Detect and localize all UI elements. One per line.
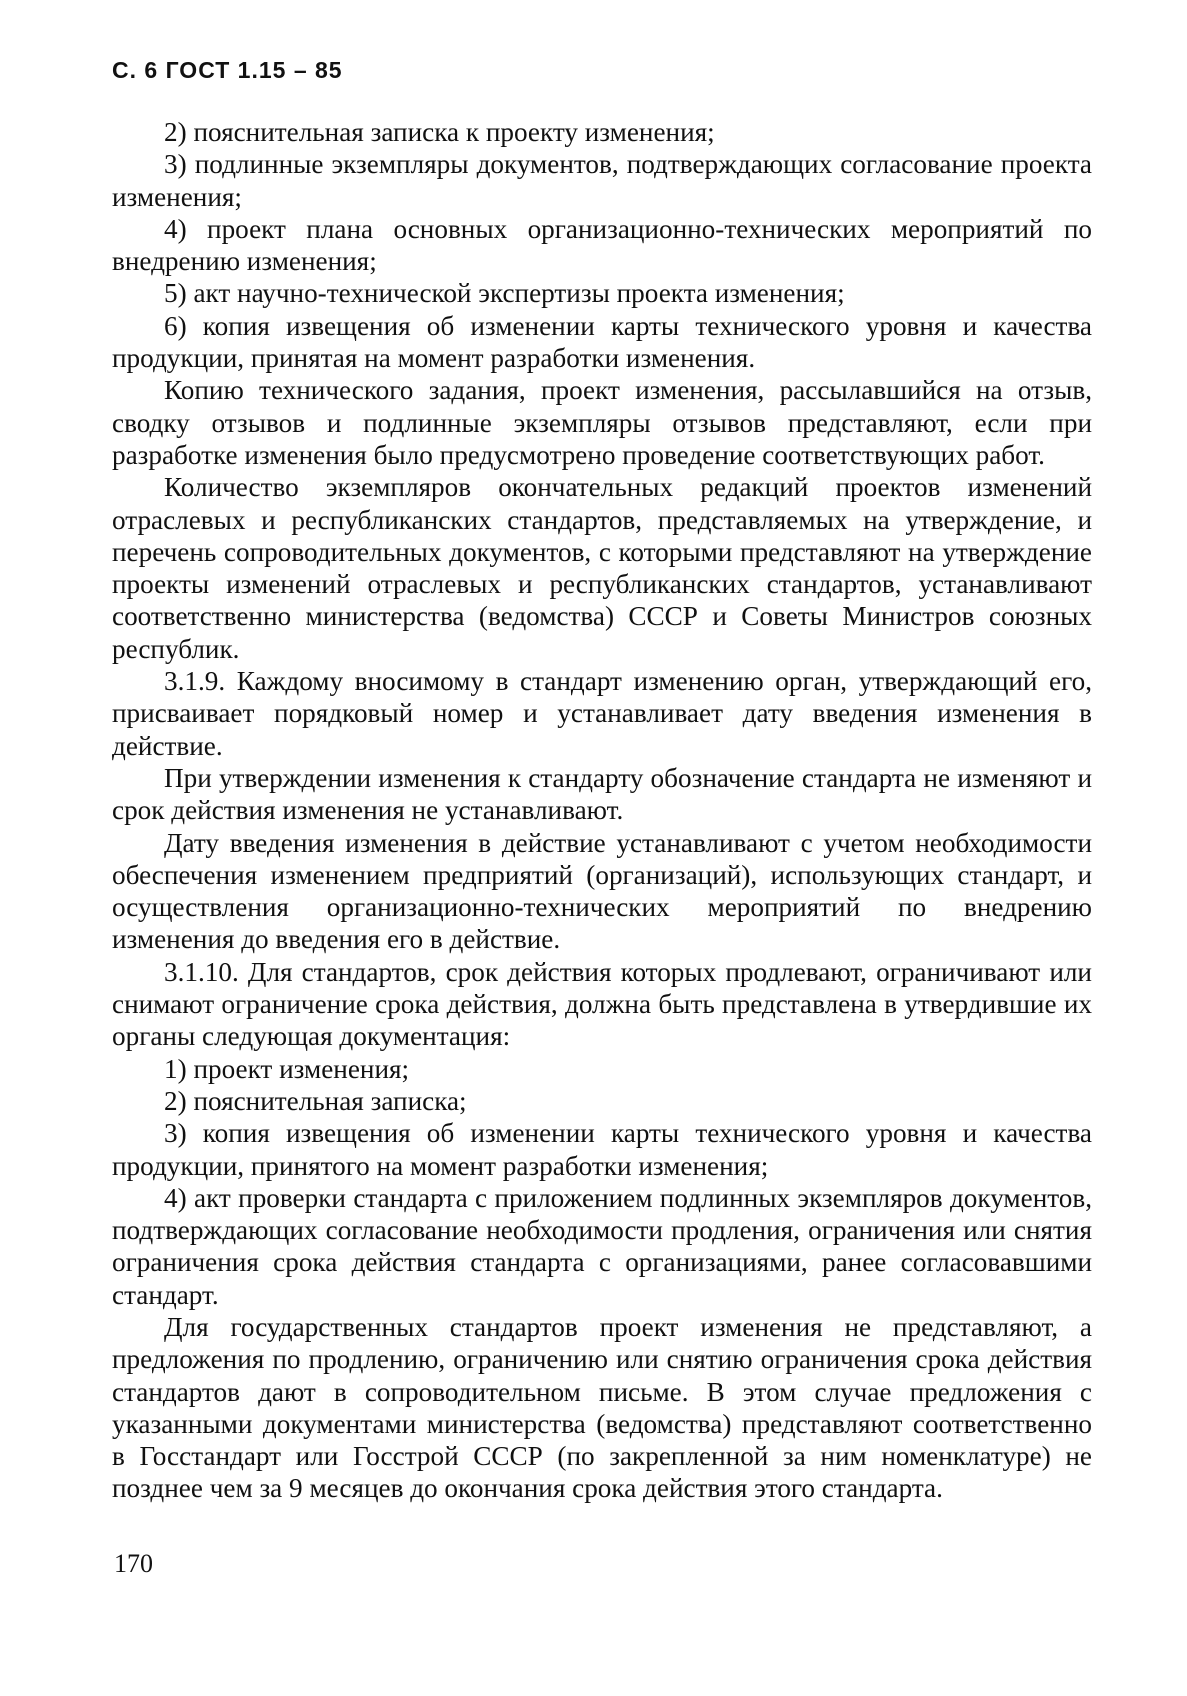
paragraph-number-of-copies: Количество экземпляров окончательных редакций проектов изменений отраслевых и республиканских стандартов, представляемых на утверждение, и перечень сопроводительных документов, с которыми представляют на утверждение проекты изменений отраслевых и республиканских стандартов, устанавливают соответственно министерства (ведомства) СССР и Советы Министров союзных республик.: [112, 472, 1092, 664]
paragraph-introduction-date: Дату введения изменения в действие устанавливают с учетом необходимости обеспечения изменением предприятий (организаций), использующих стандарт, и осуществления организационно-технических мероприятий по внедрению изменения до введения его в действие.: [112, 827, 1092, 955]
document-page: [112, 50, 1092, 1660]
paragraph-standard-designation: При утверждении изменения к стандарту обозначение стандарта не изменяют и срок действия изменения не устанавливают.: [112, 762, 1092, 826]
paragraph-item-4-implementation-plan: 4) проект плана основных организационно-технических мероприятий по внедрению изменения;: [112, 213, 1092, 277]
paragraph-clause-3-1-10: 3.1.10. Для стандартов, срок действия которых продлевают, ограничивают или снимают ограничение срока действия, должна быть представлена в утвердившие их органы следующая документация:: [112, 956, 1092, 1052]
paragraph-item-6-notice-copy: 6) копия извещения об изменении карты технического уровня и качества продукции, принятая на момент разработки изменения.: [112, 310, 1092, 374]
paragraph-list-item-3: 3) копия извещения об изменении карты технического уровня и качества продукции, принятого на момент разработки изменения;: [112, 1118, 1092, 1181]
paragraph-technical-task-copy: Копию технического задания, проект изменения, рассылавшийся на отзыв, сводку отзывов и подлинные экземпляры отзывов представляют, если при разработке изменения было предусмотрено проведение соответствующих работ.: [112, 375, 1092, 470]
page-number: 170: [114, 1549, 153, 1578]
paragraph-item-3-original-copies: 3) подлинные экземпляры документов, подтверждающих согласование проекта изменения;: [112, 149, 1092, 212]
paragraph-clause-3-1-9: 3.1.9. Каждому вносимому в стандарт изменению орган, утверждающий его, присваивает порядковый номер и устанавливает дату введения изменения в действие.: [112, 666, 1092, 761]
running-head: С. 6 ГОСТ 1.15 – 85: [112, 57, 343, 83]
paragraph-item-2-explanatory-note: 2) пояснительная записка к проекту изменения;: [164, 117, 715, 147]
paragraph-list-item-4: 4) акт проверки стандарта с приложением подлинных экземпляров документов, подтверждающих согласование необходимости продления, ограничения или снятия ограничения срока действия стандарта с организациями, ранее согласовавшими стандарт.: [112, 1182, 1092, 1310]
document-body: [112, 116, 1092, 1505]
paragraph-list-item-1: 1) проект изменения;: [164, 1053, 410, 1084]
paragraph-state-standards: Для государственных стандартов проект изменения не представляют, а предложения по продлению, ограничению или снятию ограничения срока действия стандартов дают в сопроводительном письме. В этом случае предложения с указанными документами министерства (ведомства) представляют соответственно в Госстандарт или Госстрой СССР (по закрепленной за ним номенклатуре) не позднее чем за 9 месяцев до окончания срока действия этого стандарта.: [112, 1311, 1092, 1504]
paragraph-list-item-2: 2) пояснительная записка;: [164, 1085, 467, 1116]
paragraph-item-5-expertise-act: 5) акт научно-технической экспертизы проекта изменения;: [164, 278, 845, 309]
